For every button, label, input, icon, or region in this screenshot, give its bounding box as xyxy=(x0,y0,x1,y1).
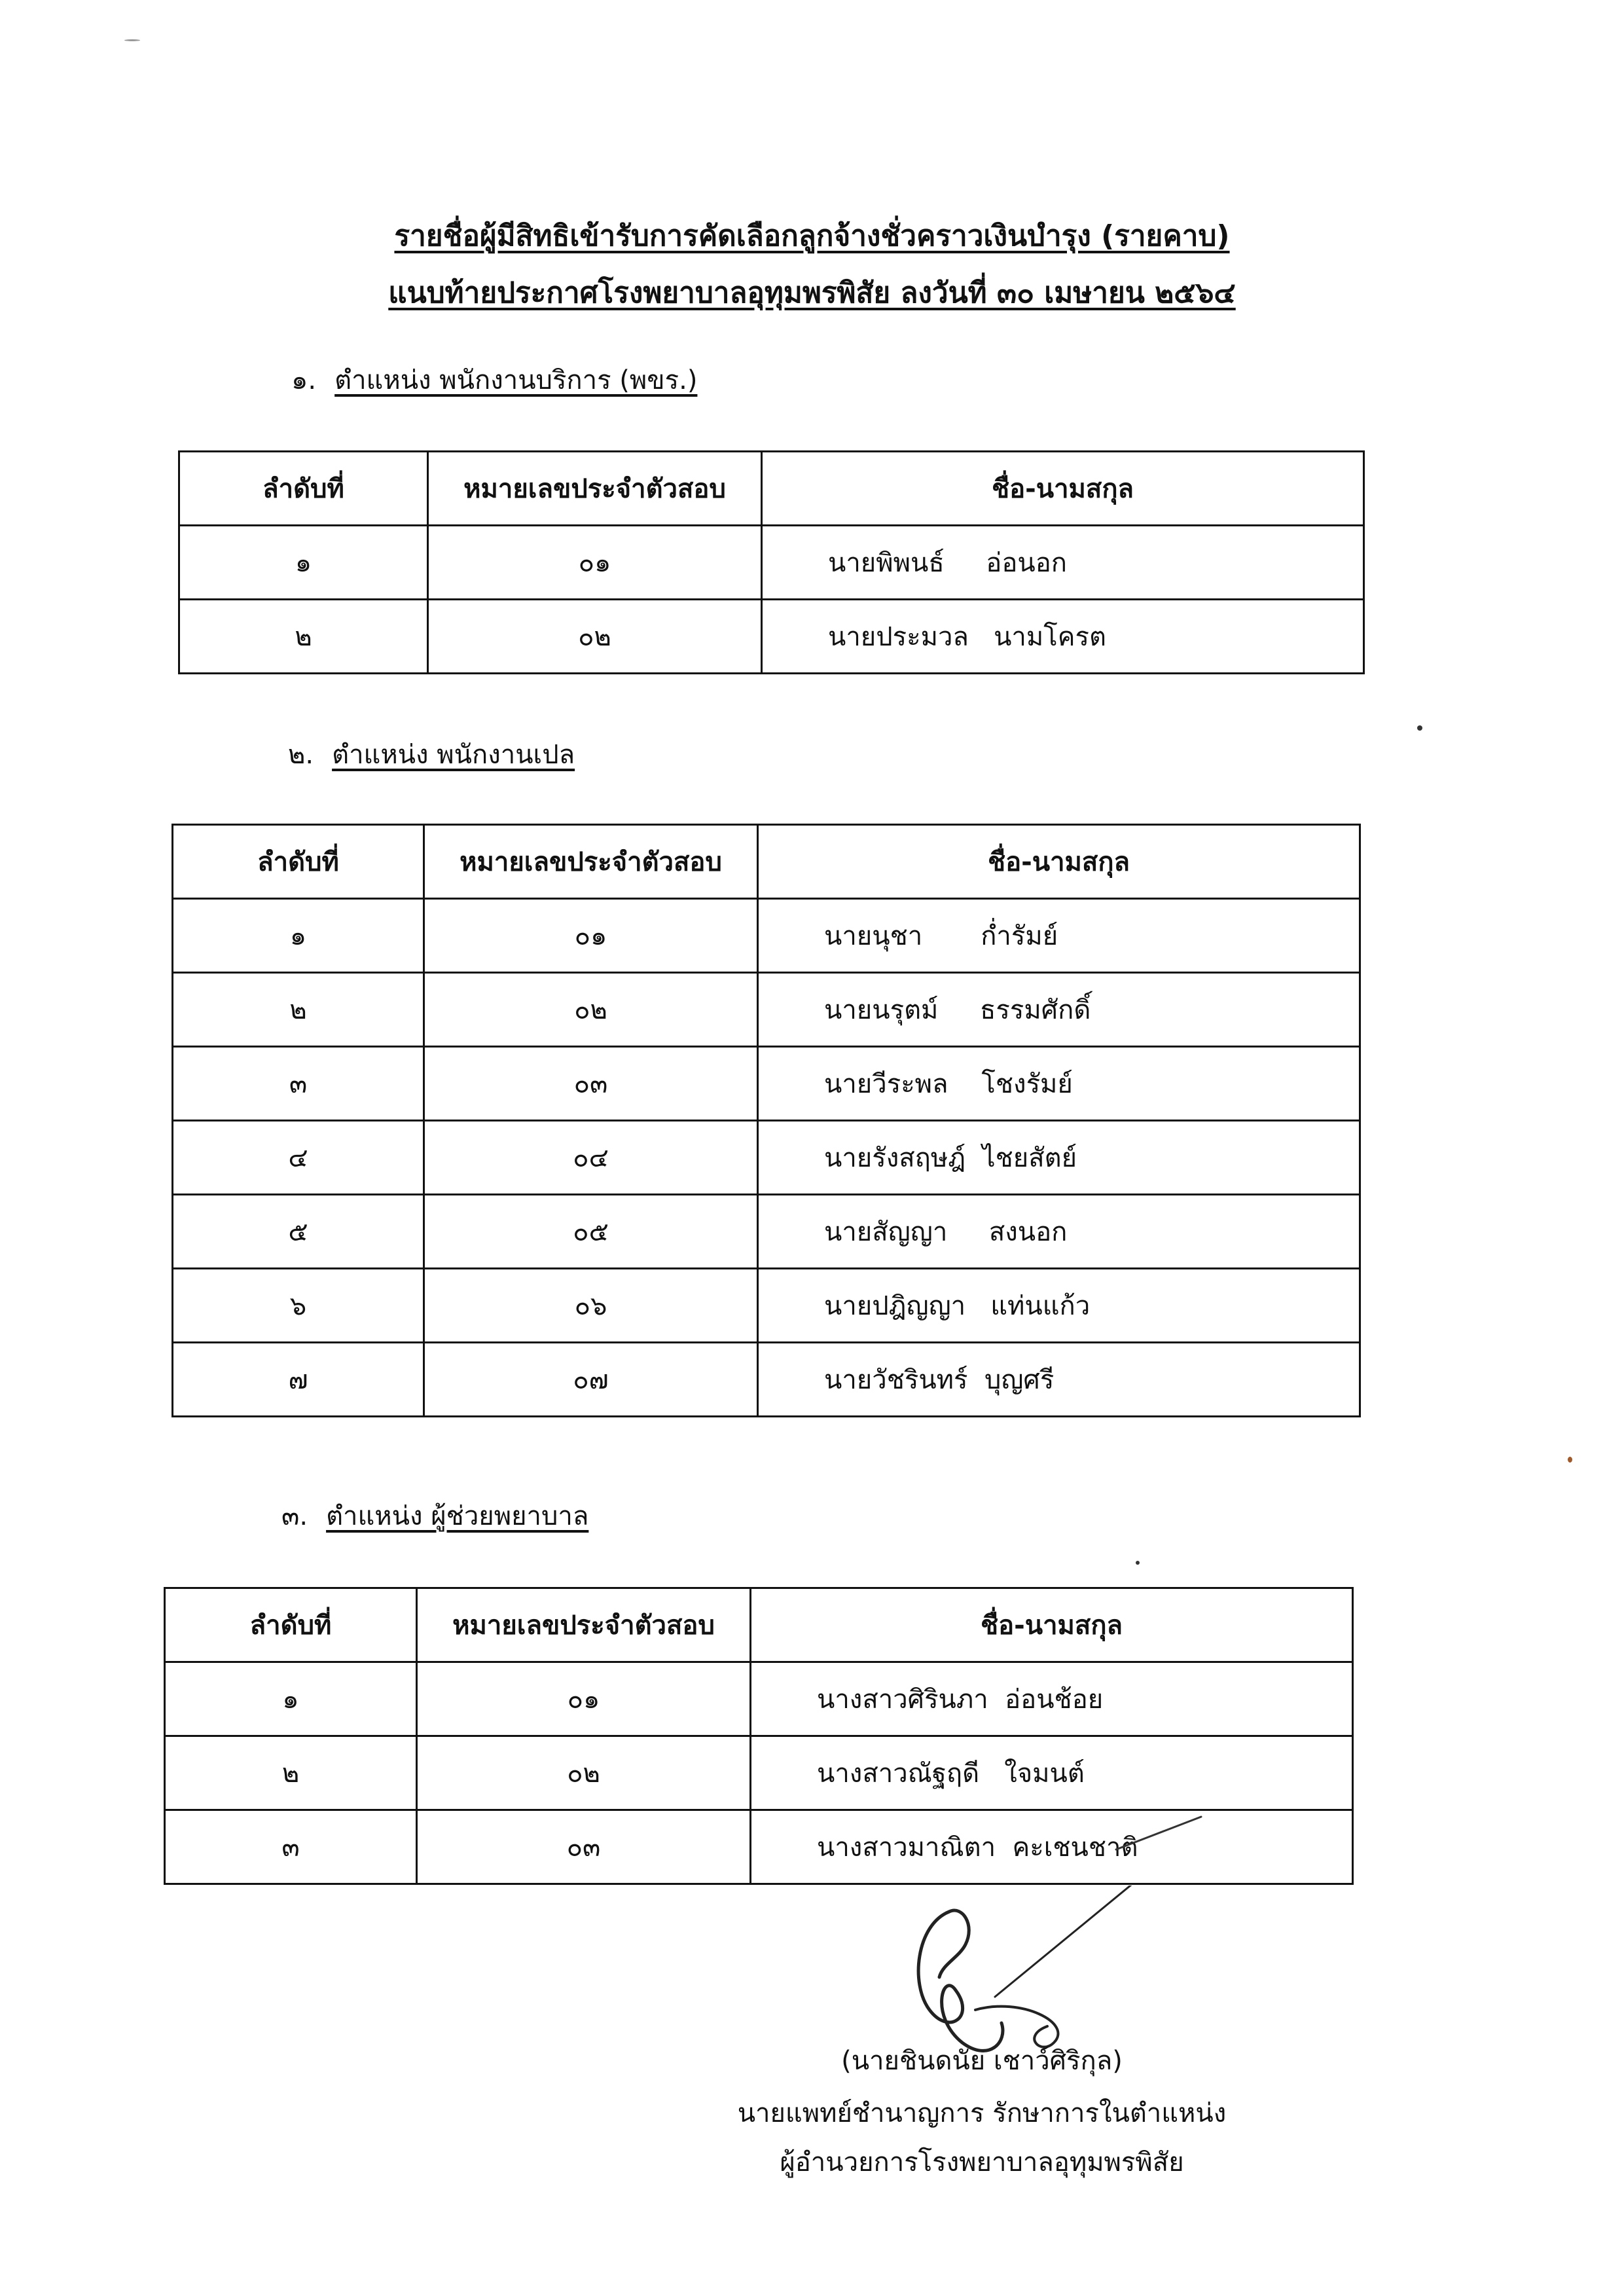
table-row xyxy=(165,1736,1353,1810)
header-order: ลำดับที่ xyxy=(173,825,424,899)
cell-exam-number: ๐๑ xyxy=(417,1662,751,1736)
table-row xyxy=(173,1269,1360,1343)
table-row xyxy=(179,600,1364,674)
table-row xyxy=(173,1195,1360,1269)
cell-exam-number: ๐๕ xyxy=(424,1195,758,1269)
section-number: ๒. xyxy=(288,740,314,770)
cell-exam-number: ๐๖ xyxy=(424,1269,758,1343)
table-row xyxy=(165,1662,1353,1736)
header-order: ลำดับที่ xyxy=(165,1588,417,1662)
cell-order: ๒ xyxy=(173,973,424,1047)
cell-exam-number: ๐๑ xyxy=(424,899,758,973)
table-header-row xyxy=(179,452,1364,526)
table-section-1 xyxy=(178,450,1365,674)
cell-exam-number: ๐๑ xyxy=(428,526,762,600)
document-title-line2: แนบท้ายประกาศโรงพยาบาลอุทุมพรพิสัย ลงวันที่ ๓๐ เมษายน ๒๕๖๔ xyxy=(388,276,1236,310)
section-label: ตำแหน่ง พนักงานเปล xyxy=(332,740,575,770)
cell-order: ๔ xyxy=(173,1121,424,1195)
cell-order: ๓ xyxy=(165,1810,417,1884)
section-3-heading xyxy=(281,1495,588,1537)
cell-name: นายปฎิญญา แท่นแก้ว xyxy=(758,1269,1360,1343)
cell-exam-number: ๐๓ xyxy=(424,1047,758,1121)
table-row xyxy=(173,1047,1360,1121)
section-number: ๑. xyxy=(291,365,317,395)
cell-order: ๒ xyxy=(179,600,428,674)
header-exam-number: หมายเลขประจำตัวสอบ xyxy=(424,825,758,899)
cell-name: นายสัญญา สงนอก xyxy=(758,1195,1360,1269)
signature-stroke xyxy=(1113,1813,1204,1853)
cell-name: นายนุชา ก่ำรัมย์ xyxy=(758,899,1360,973)
scan-speck xyxy=(124,39,140,41)
cell-exam-number: ๐๔ xyxy=(424,1121,758,1195)
cell-name: นางสาวศิรินภา อ่อนช้อย xyxy=(751,1662,1353,1736)
cell-name: นายประมวล นามโครต xyxy=(762,600,1364,674)
table-header-row xyxy=(173,825,1360,899)
section-number: ๓. xyxy=(281,1501,308,1531)
cell-order: ๓ xyxy=(173,1047,424,1121)
cell-name: นายนรุตม์ ธรรมศักดิ์ xyxy=(758,973,1360,1047)
cell-order: ๑ xyxy=(165,1662,417,1736)
cell-order: ๑ xyxy=(173,899,424,973)
section-2-heading xyxy=(288,733,575,775)
header-name: ชื่อ-นามสกุล xyxy=(751,1588,1353,1662)
signer-position-line1: นายแพทย์ชำนาญการ รักษาการในตำแหน่ง xyxy=(737,2098,1227,2128)
scan-speck xyxy=(1568,1457,1572,1463)
table-row xyxy=(173,899,1360,973)
header-exam-number: หมายเลขประจำตัวสอบ xyxy=(428,452,762,526)
cell-name: นายวัชรินทร์ บุญศรี xyxy=(758,1343,1360,1417)
cell-exam-number: ๐๒ xyxy=(428,600,762,674)
table-row xyxy=(173,973,1360,1047)
section-label: ตำแหน่ง พนักงานบริการ (พขร.) xyxy=(334,365,698,395)
table-header-row xyxy=(165,1588,1353,1662)
cell-order: ๒ xyxy=(165,1736,417,1810)
scan-speck xyxy=(1136,1561,1140,1565)
table-row xyxy=(173,1121,1360,1195)
table-row xyxy=(179,526,1364,600)
document-title-line1: รายชื่อผู้มีสิทธิเข้ารับการคัดเลือกลูกจ้างชั่วคราวเงินบำรุง (รายคาบ) xyxy=(394,219,1230,253)
cell-exam-number: ๐๒ xyxy=(417,1736,751,1810)
cell-order: ๖ xyxy=(173,1269,424,1343)
signer-name: (นายชินดนัย เชาว์ศิริกุล) xyxy=(841,2046,1123,2076)
table-row xyxy=(173,1343,1360,1417)
signer-position-line2: ผู้อำนวยการโรงพยาบาลอุทุมพรพิสัย xyxy=(780,2147,1184,2178)
section-1-heading xyxy=(291,359,697,401)
cell-exam-number: ๐๓ xyxy=(417,1810,751,1884)
cell-order: ๕ xyxy=(173,1195,424,1269)
cell-order: ๗ xyxy=(173,1343,424,1417)
table-section-2 xyxy=(171,824,1361,1417)
cell-order: ๑ xyxy=(179,526,428,600)
section-label: ตำแหน่ง ผู้ช่วยพยาบาล xyxy=(326,1501,589,1531)
cell-name: นางสาวณัฐฤดี ใจมนต์ xyxy=(751,1736,1353,1810)
cell-name: นางสาวมาณิตา คะเชนชาติ xyxy=(751,1810,1353,1884)
header-exam-number: หมายเลขประจำตัวสอบ xyxy=(417,1588,751,1662)
cell-name: นายรังสฤษฎ์ ไชยสัตย์ xyxy=(758,1121,1360,1195)
header-name: ชื่อ-นามสกุล xyxy=(762,452,1364,526)
cell-exam-number: ๐๒ xyxy=(424,973,758,1047)
cell-name: นายวีระพล โชงรัมย์ xyxy=(758,1047,1360,1121)
scan-speck xyxy=(1417,725,1422,731)
header-order: ลำดับที่ xyxy=(179,452,428,526)
header-name: ชื่อ-นามสกุล xyxy=(758,825,1360,899)
cell-exam-number: ๐๗ xyxy=(424,1343,758,1417)
cell-name: นายพิพนธ์ อ่อนอก xyxy=(762,526,1364,600)
